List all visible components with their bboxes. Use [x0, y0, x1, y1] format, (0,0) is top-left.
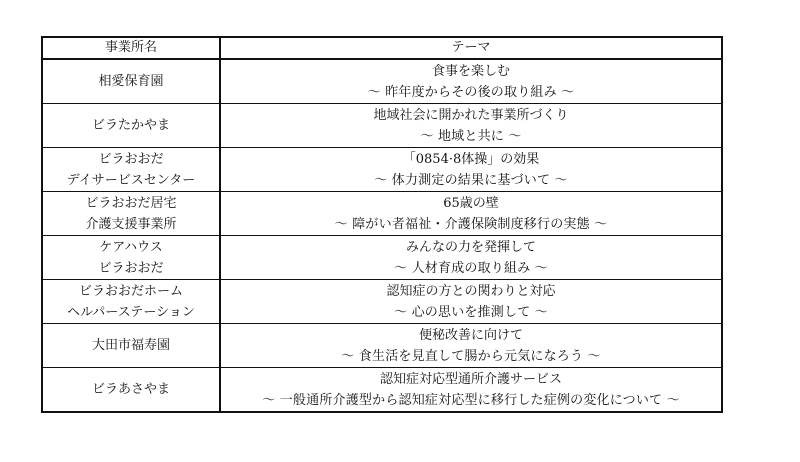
table-body: [42, 59, 722, 412]
theme-subtitle: ～ 一般通所介護型から認知症対応型に移行した症例の変化について ～: [262, 392, 680, 408]
theme-title: 地域社会に開かれた事業所づくり: [373, 107, 569, 123]
theme-table: [41, 36, 723, 413]
theme-cell: [220, 324, 722, 368]
office-name: ケアハウス: [99, 239, 163, 255]
theme-subtitle: ～ 地域と共に ～: [420, 128, 522, 144]
office-name-line-2: 介護支援事業所: [85, 216, 177, 232]
header-row: [42, 37, 722, 59]
theme-cell: [220, 280, 722, 324]
office-cell: [42, 280, 220, 324]
theme-subtitle: ～ 食生活を見直して腸から元気になろう ～: [341, 348, 601, 364]
office-name: ビラたかやま: [91, 118, 170, 133]
theme-title: 65歳の壁: [443, 195, 499, 211]
theme-title: 「0854·8体操」の効果: [402, 151, 540, 167]
table-row: [42, 280, 722, 324]
office-cell: [42, 148, 220, 192]
office-cell: [42, 368, 220, 413]
header-office: 事業所名: [42, 37, 220, 59]
theme-cell: [220, 368, 722, 413]
office-name: 大田市福寿園: [91, 338, 170, 353]
theme-title: みんなの力を発揮して: [405, 239, 536, 255]
office-cell: [42, 324, 220, 368]
table-header: [42, 37, 722, 59]
theme-cell: [220, 59, 722, 104]
table-row: [42, 148, 722, 192]
office-name: ビラおおだ: [98, 151, 164, 167]
theme-title: 認知症対応型通所介護サービス: [379, 371, 562, 387]
table-row: [42, 324, 722, 368]
theme-cell: [220, 192, 722, 236]
table-row: [42, 59, 722, 104]
office-cell: [42, 192, 220, 236]
office-cell: [42, 104, 220, 148]
office-name-line-2: ビラおおだ: [98, 260, 164, 276]
office-name: ビラおおだ居宅: [85, 195, 177, 211]
theme-cell: [220, 104, 722, 148]
theme-subtitle: ～ 心の思いを推測して ～: [394, 304, 548, 320]
header-theme: テーマ: [220, 37, 722, 59]
theme-cell: [220, 236, 722, 280]
theme-subtitle: ～ 人材育成の取り組み ～: [394, 260, 548, 276]
theme-subtitle: ～ 障がい者福祉・介護保険制度移行の実態 ～: [334, 216, 608, 232]
table-row: [42, 236, 722, 280]
office-name: ビラおおだホーム: [78, 283, 183, 299]
table-row: [42, 192, 722, 236]
theme-title: 認知症の方との関わりと対応: [386, 283, 556, 299]
theme-subtitle: ～ 昨年度からその後の取り組み ～: [367, 84, 575, 100]
office-name-line-2: デイサービスセンター: [66, 172, 196, 188]
theme-subtitle: ～ 体力測定の結果に基づいて ～: [374, 172, 568, 188]
theme-title: 便秘改善に向けて: [418, 327, 523, 343]
office-name-line-2: ヘルパーステーション: [67, 304, 195, 320]
office-cell: [42, 59, 220, 104]
office-name: 相愛保育園: [98, 74, 164, 89]
table-row: [42, 368, 722, 413]
office-name: ビラあさやま: [91, 382, 170, 397]
theme-table-container: [41, 36, 721, 413]
theme-cell: [220, 148, 722, 192]
table-row: [42, 104, 722, 148]
theme-title: 食事を楽しむ: [431, 63, 510, 79]
office-cell: [42, 236, 220, 280]
